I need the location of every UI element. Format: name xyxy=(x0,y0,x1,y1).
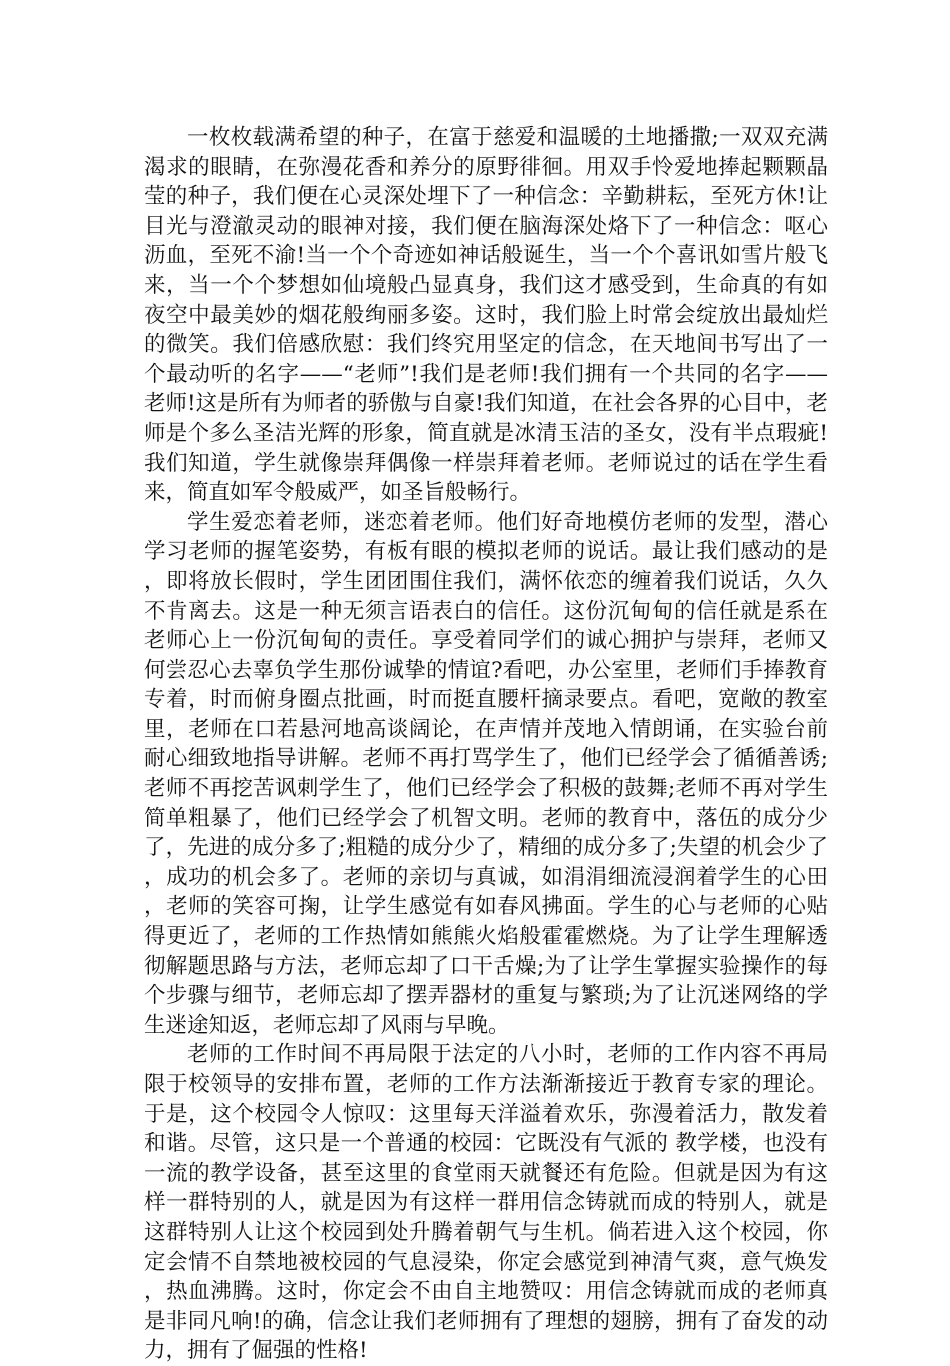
document-body xyxy=(144,123,828,1366)
paragraph-3: 老师的工作时间不再局限于法定的八小时，老师的工作内容不再局限于校领导的安排布置，老师的工作方法渐渐接近于教育专家的理论。于是，这个校园令人惊叹：这里每天洋溢着欢乐，弥漫着活力，散发着和谐。尽管，这只是一个普通的校园：它既没有气派的 教学楼，也没有一流的教学设备，甚至这里的食堂雨天就餐还有危险。但就是因为有这样一群特别的人，就是因为有这样一群用信念铸就而成的特别人，就是这群特别人让这个校园到处升腾着朝气与生机。倘若进入这个校园，你定会情不自禁地被校园的气息浸染，你定会感觉到神清气爽，意气焕发，热血沸腾。这时，你定会不由自主地赞叹：用信念铸就而成的老师真是非同凡响!的确，信念让我们老师拥有了理想的翅膀，拥有了奋发的动力，拥有了倔强的性格! xyxy=(144,1042,828,1364)
paragraph-2: 学生爱恋着老师，迷恋着老师。他们好奇地模仿老师的发型，潜心学习老师的握笔姿势，有板有眼的模拟老师的说话。最让我们感动的是，即将放长假时，学生团团围住我们，满怀依恋的缠着我们说话，久久不肯离去。这是一种无须言语表白的信任。这份沉甸甸的信任就是系在老师心上一份沉甸甸的责任。享受着同学们的诚心拥护与崇拜，老师又何尝忍心去辜负学生那份诚挚的情谊?看吧，办公室里，老师们手捧教育专着，时而俯身圈点批画，时而挺直腰杆摘录要点。看吧，宽敞的教室里，老师在口若悬河地高谈阔论，在声情并茂地入情朗诵，在实验台前耐心细致地指导讲解。老师不再打骂学生了，他们已经学会了循循善诱;老师不再挖苦讽刺学生了，他们已经学会了积极的鼓舞;老师不再对学生简单粗暴了，他们已经学会了机智文明。老师的教育中，落伍的成分少了，先进的成分多了;粗糙的成分少了，精细的成分多了;失望的机会少了，成功的机会多了。老师的亲切与真诚，如涓涓细流浸润着学生的心田，老师的笑容可掬，让学生感觉有如春风拂面。学生的心与老师的心贴得更近了，老师的工作热情如熊熊火焰般霍霍燃烧。为了让学生理解透彻解题思路与方法，老师忘却了口干舌燥;为了让学生掌握实验操作的每个步骤与细节，老师忘却了摆弄器材的重复与繁琐;为了让沉迷网络的学生迷途知返，老师忘却了风雨与早晚。 xyxy=(144,509,828,1038)
paragraph-1: 一枚枚载满希望的种子，在富于慈爱和温暖的土地播撒;一双双充满渴求的眼睛，在弥漫花香和养分的原野徘徊。用双手怜爱地捧起颗颗晶莹的种子，我们便在心灵深处埋下了一种信念：辛勤耕耘，至死方休!让目光与澄澈灵动的眼神对接，我们便在脑海深处烙下了一种信念：呕心沥血，至死不渝!当一个个奇迹如神话般诞生，当一个个喜讯如雪片般飞来，当一个个梦想如仙境般凸显真身，我们这才感受到，生命真的有如夜空中最美妙的烟花般绚丽多姿。这时，我们脸上时常会绽放出最灿烂的微笑。我们倍感欣慰：我们终究用坚定的信念，在天地间书写出了一个最动听的名字——“老师”!我们是老师!我们拥有一个共同的名字——老师!这是所有为师者的骄傲与自豪!我们知道，在社会各界的心目中，老师是个多么圣洁光辉的形象，简直就是冰清玉洁的圣女，没有半点瑕疵!我们知道，学生就像崇拜偶像一样崇拜着老师。老师说过的话在学生看来，简直如军令般威严，如圣旨般畅行。 xyxy=(144,125,828,506)
